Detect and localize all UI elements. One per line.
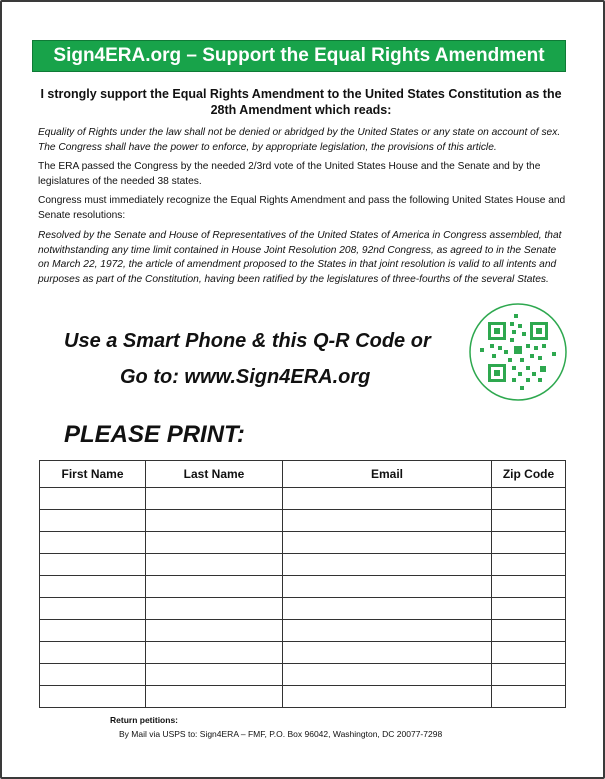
first-name-cell[interactable] xyxy=(40,686,146,708)
last-name-cell[interactable] xyxy=(146,488,283,510)
mail-address-line: By Mail via USPS to: Sign4ERA – FMF, P.O. Box 96042, Washington, DC 20077-7298 xyxy=(119,729,443,739)
table-row xyxy=(40,532,566,554)
zip-code-cell[interactable] xyxy=(492,554,566,576)
zip-code-cell[interactable] xyxy=(492,532,566,554)
email-cell[interactable] xyxy=(283,620,492,642)
zip-code-cell[interactable] xyxy=(492,510,566,532)
first-name-cell[interactable] xyxy=(40,510,146,532)
signature-rows xyxy=(40,488,566,708)
first-name-cell[interactable] xyxy=(40,532,146,554)
zip-code-cell[interactable] xyxy=(492,576,566,598)
email-cell[interactable] xyxy=(283,642,492,664)
last-name-cell[interactable] xyxy=(146,686,283,708)
table-row xyxy=(40,686,566,708)
first-name-cell[interactable] xyxy=(40,664,146,686)
resolution-text: Resolved by the Senate and House of Representatives of the United States of America in Congress assembled, that notwithstanding any time limit contained in House Joint Resolution 208, 92nd Congress, as agreed to in the Senate on March 22, 1972, the article of amendment proposed to the States in that joint resolution is valid to all intents and purposes as part of the Constitution, having been ratified by the legislatures of three-fourths of the several States. xyxy=(38,230,562,285)
column-header-email: Email xyxy=(283,461,492,488)
zip-code-cell[interactable] xyxy=(492,598,566,620)
last-name-cell[interactable] xyxy=(146,620,283,642)
please-print-heading: PLEASE PRINT: xyxy=(64,421,245,448)
first-name-cell[interactable] xyxy=(40,554,146,576)
table-row xyxy=(40,554,566,576)
qr-code-icon[interactable] xyxy=(468,302,568,402)
zip-code-cell[interactable] xyxy=(492,488,566,510)
table-row xyxy=(40,576,566,598)
email-cell[interactable] xyxy=(283,598,492,620)
table-row xyxy=(40,642,566,664)
return-petitions-label: Return petitions: xyxy=(110,715,178,725)
page-title: Sign4ERA.org – Support the Equal Rights Amendment xyxy=(53,45,545,66)
last-name-cell[interactable] xyxy=(146,532,283,554)
recognize-paragraph: Congress must immediately recognize the Equal Rights Amendment and pass the following United States House and Senate resolutions: xyxy=(38,195,566,221)
table-row xyxy=(40,510,566,532)
last-name-cell[interactable] xyxy=(146,642,283,664)
signature-table xyxy=(39,460,566,708)
title-banner xyxy=(32,40,566,72)
table-row xyxy=(40,598,566,620)
zip-code-cell[interactable] xyxy=(492,620,566,642)
zip-code-cell[interactable] xyxy=(492,642,566,664)
email-cell[interactable] xyxy=(283,686,492,708)
first-name-cell[interactable] xyxy=(40,598,146,620)
zip-code-cell[interactable] xyxy=(492,686,566,708)
first-name-cell[interactable] xyxy=(40,576,146,598)
column-header-zip-code: Zip Code xyxy=(492,461,566,488)
email-cell[interactable] xyxy=(283,576,492,598)
cta-line-2: Go to: www.Sign4ERA.org xyxy=(120,366,371,388)
column-header-first-name: First Name xyxy=(40,461,146,488)
lead-statement: I strongly support the Equal Rights Amendment to the United States Constitution as the 28th Amendment which reads: xyxy=(40,87,562,117)
email-cell[interactable] xyxy=(283,488,492,510)
first-name-cell[interactable] xyxy=(40,488,146,510)
email-cell[interactable] xyxy=(283,532,492,554)
email-cell[interactable] xyxy=(283,554,492,576)
first-name-cell[interactable] xyxy=(40,642,146,664)
last-name-cell[interactable] xyxy=(146,554,283,576)
table-row xyxy=(40,620,566,642)
last-name-cell[interactable] xyxy=(146,510,283,532)
table-row xyxy=(40,488,566,510)
last-name-cell[interactable] xyxy=(146,664,283,686)
amendment-text: Equality of Rights under the law shall not be denied or abridged by the United States or any state on account of sex. The Congress shall have the power to enforce, by appropriate legislation, the provisions of this article. xyxy=(38,127,561,153)
email-cell[interactable] xyxy=(283,664,492,686)
column-header-last-name: Last Name xyxy=(146,461,283,488)
email-cell[interactable] xyxy=(283,510,492,532)
zip-code-cell[interactable] xyxy=(492,664,566,686)
last-name-cell[interactable] xyxy=(146,598,283,620)
table-row xyxy=(40,664,566,686)
first-name-cell[interactable] xyxy=(40,620,146,642)
last-name-cell[interactable] xyxy=(146,576,283,598)
passed-paragraph: The ERA passed the Congress by the needed 2/3rd vote of the United States House and the Senate and by the legislatures of the needed 38 states. xyxy=(38,161,541,187)
cta-line-1: Use a Smart Phone & this Q-R Code or xyxy=(64,330,431,352)
table-header-row xyxy=(40,461,566,488)
